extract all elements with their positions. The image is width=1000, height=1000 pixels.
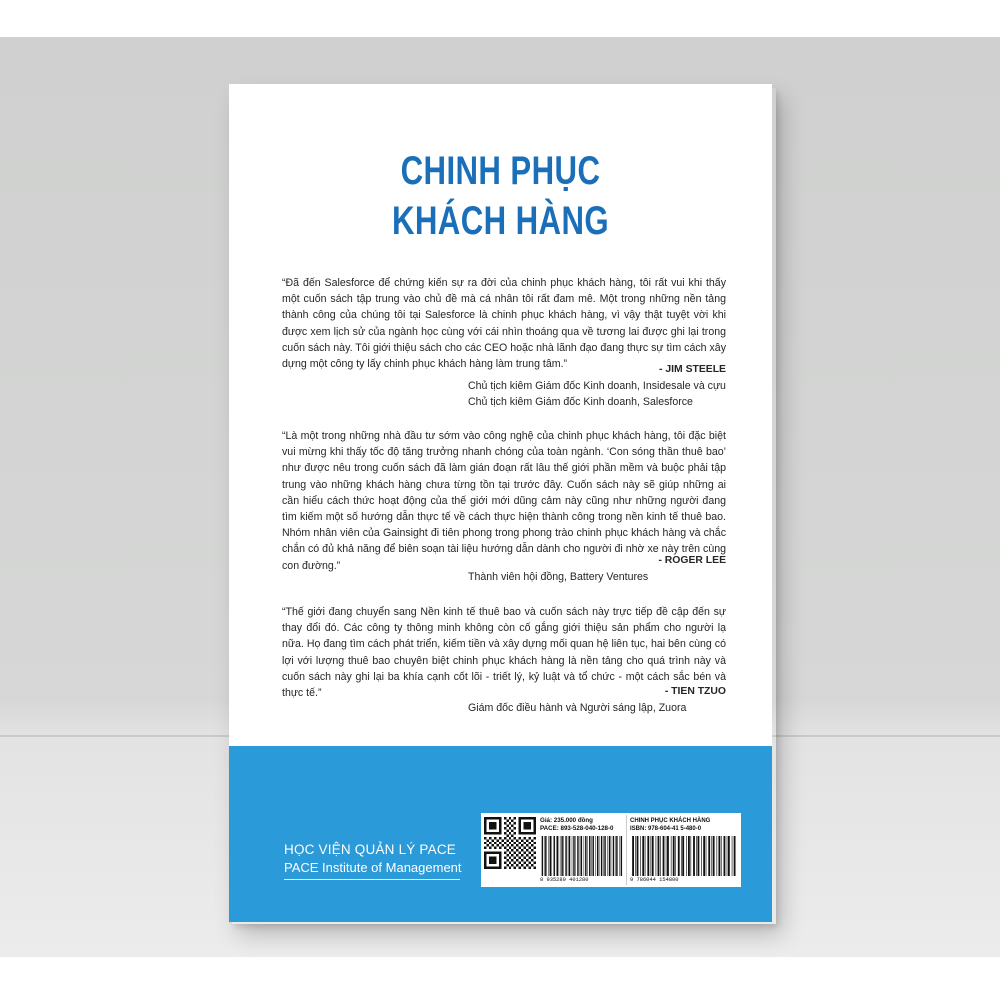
isbn-code: ISBN: 978-604-41 5-480-0: [630, 826, 702, 832]
quote-3-role: Giám đốc điều hành và Người sáng lập, Zuora: [468, 702, 687, 715]
bottom-band: [229, 746, 772, 922]
quote-3-text: “Thế giới đang chuyển sang Nền kinh tế thuê bao và cuốn sách này trực tiếp đề cập đến sự thay đổi đó. Các công ty thông minh không còn cố gắng giới thiệu sản phẩm cho người lạ nữa. Họ đang tìm cách phát triển, kiếm tiền và xây dựng mối quan hệ liên tục, hai bên cùng có lợi với lượng thuê bao chuyên biệt chinh phục khách hàng là nền tảng cho quá trình này và cuốn sách này ghi lại ba khía cạnh cốt lõi - triết lý, kỷ luật và tổ chức - một cách sắc bén và thực tế.”: [282, 606, 726, 700]
quote-2-author: - ROGER LEE: [658, 555, 726, 566]
quote-2-text: “Là một trong những nhà đầu tư sớm vào công nghệ của chinh phục khách hàng, tôi đặc biệt vui mừng khi thấy tốc độ tăng trưởng nhanh chóng của toàn ngành. ‘Con sóng thần thuê bao’ như được nêu trong cuốn sách đã làm gián đoạn rất lâu thế giới phần mềm và buộc phải tập trung vào những khách hàng chưa từng tồn tại trước đây. Cuốn sách này sẽ giúp những ai cần hiểu cách thức hoạt động của thế giới mới dũng cảm này cũng như những người đang tìm kiếm một số hướng dẫn thực tế về cách thực hiện thành công trong nền kinh tế thuê bao. Nhóm nhân viên của Gainsight đi tiên phong trong phong trào chinh phục khách hàng và chắc chắn có đủ khả năng để biên soạn tài liệu hướng dẫn dành cho người đi nhờ xe này trên cùng con đường.”: [282, 430, 726, 572]
barcode-isbn-icon: [630, 836, 738, 876]
quote-3-author: - TIEN TZUO: [664, 686, 726, 697]
barcode-isbn-digits: 9 786044 154800: [630, 877, 679, 883]
publisher-name-vn: HỌC VIỆN QUẢN LÝ PACE: [284, 842, 456, 857]
publisher-name-en: PACE Institute of Management: [284, 860, 462, 875]
quote-2-role: Thành viên hội đồng, Battery Ventures: [468, 571, 649, 584]
price-block: [540, 817, 623, 833]
pace-code: PACE: 893-528-040-128-0: [540, 825, 614, 832]
quote-1-text: “Đã đến Salesforce để chứng kiến sự ra đời của chinh phục khách hàng, tôi rất vui khi thấy một cuốn sách tập trung vào chủ đề mà cá nhân tôi rất đam mê. Một trong những nền tảng thành công của chúng tôi tại Salesforce là chinh phục khách hàng, vì vậy thật tuyệt vời khi được xem lịch sử của ngành học cùng với cái nhìn thoáng qua về tương lai được ghi lại trong cuốn sách này. Tôi giới thiệu sách cho các CEO hoặc nhà lãnh đạo đang thực sự tìm cách xây dựng một công ty lấy chinh phục khách hàng làm trung tâm.”: [282, 277, 726, 371]
barcode-pace-icon: [540, 836, 624, 876]
quote-2: [282, 428, 726, 574]
title-line-2: KHÁCH HÀNG: [391, 199, 610, 243]
publisher-logo: [284, 841, 462, 880]
isbn-title: CHINH PHỤC KHÁCH HÀNG: [630, 818, 711, 824]
isbn-block: [630, 817, 738, 833]
barcode-panel: [481, 813, 741, 887]
quote-3-attribution: [282, 684, 726, 716]
publisher-underline: [284, 879, 460, 880]
title-line-1: CHINH PHỤC: [400, 149, 601, 193]
book-title: [229, 146, 772, 246]
quote-2-attribution: [282, 553, 726, 585]
barcode-divider: [626, 815, 627, 885]
qr-code-icon: [484, 817, 536, 869]
quote-1-role: Chủ tịch kiêm Giám đốc Kinh doanh, Insidesale và cựu Chủ tịch kiêm Giám đốc Kinh doanh, Salesforce: [468, 380, 726, 409]
quote-1-author: - JIM STEELE: [659, 364, 726, 375]
quote-1: [282, 275, 726, 372]
book-back-cover: [229, 84, 772, 922]
price-label: Giá: 235.000 đồng: [540, 817, 593, 824]
quote-1-attribution: [282, 362, 726, 411]
barcode-pace-digits: 8 935280 401280: [540, 877, 589, 883]
